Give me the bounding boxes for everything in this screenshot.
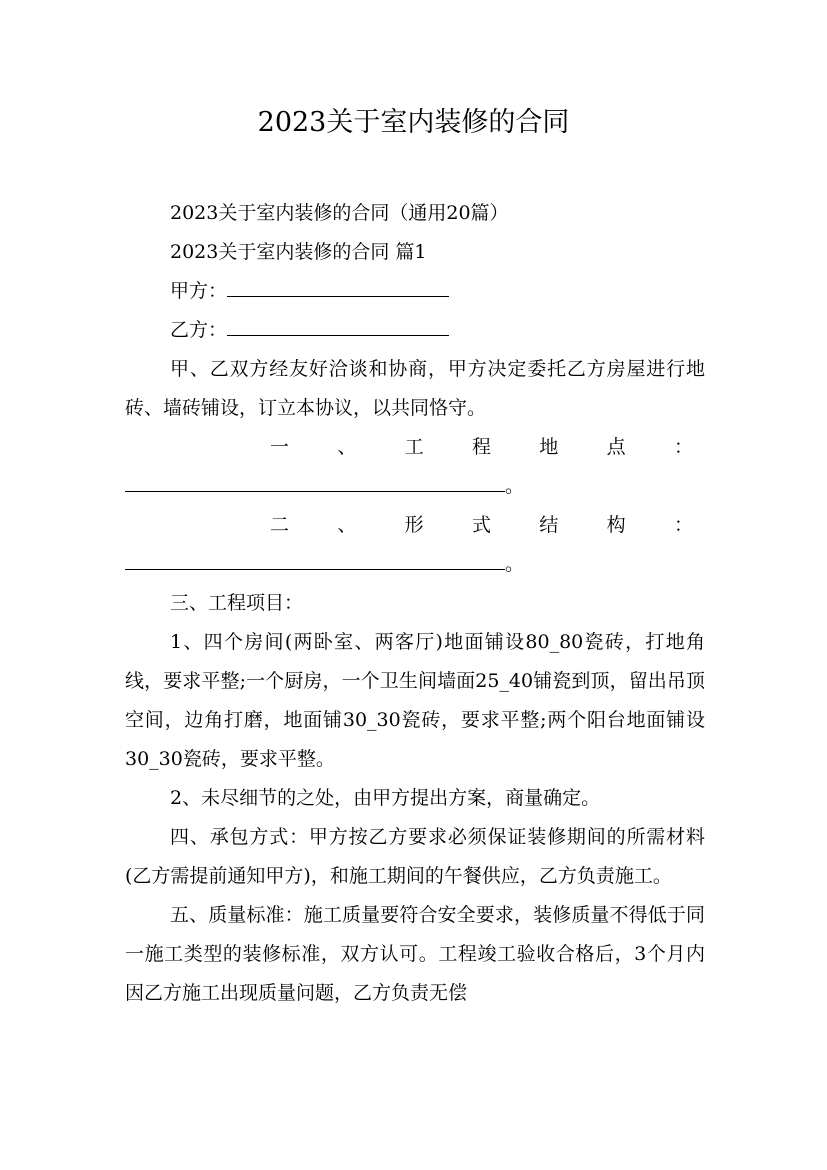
- item4-paragraph: 四、承包方式：甲方按乙方要求必须保证装修期间的所需材料(乙方需提前通知甲方)，和施工期间的午餐供应，乙方负责施工。: [125, 826, 705, 887]
- item2-blank-end: 。: [505, 553, 525, 575]
- item1-char: 一: [270, 436, 290, 458]
- party-a-blank: [227, 295, 449, 297]
- item1-char: ：: [673, 436, 693, 458]
- item1-blank: [125, 490, 505, 492]
- item2-blank: [125, 568, 505, 570]
- item3-2-paragraph: 2、未尽细节的之处，由甲方提出方案，商量确定。: [170, 787, 601, 809]
- party-a-label: 甲方：: [170, 280, 228, 302]
- item1-heading: [125, 428, 705, 467]
- item2-heading: [125, 506, 705, 545]
- document-body: [125, 194, 705, 1013]
- item1-char: 地: [539, 436, 559, 458]
- item3-1-paragraph: 1、四个房间(两卧室、两客厅)地面铺设80_80瓷砖，打地角线，要求平整;一个厨房，一个卫生间墙面25_40铺瓷到顶，留出吊顶空间，边角打磨，地面铺30_30瓷砖，要求平整;两个阳台地面铺设30_30瓷砖，要求平整。: [125, 631, 705, 770]
- document-subtitle: 2023关于室内装修的合同（通用20篇）: [170, 202, 509, 224]
- item2-char: 式: [471, 514, 491, 536]
- item2-char: 、: [337, 514, 357, 536]
- item1-char: 点: [606, 436, 626, 458]
- item2-char: 二: [270, 514, 290, 536]
- item1-char: 、: [337, 436, 357, 458]
- document-title: 2023关于室内装修的合同: [257, 107, 570, 138]
- party-a-line: [125, 272, 705, 311]
- item1-blank-end: 。: [505, 475, 525, 497]
- party-b-line: [125, 311, 705, 350]
- intro-paragraph: 甲、乙双方经友好洽谈和协商，甲方决定委托乙方房屋进行地砖、墙砖铺设，订立本协议，以共同恪守。: [125, 358, 705, 419]
- item5-paragraph: 五、质量标准：施工质量要符合安全要求，装修质量不得低于同一施工类型的装修标准，双方认可。工程竣工验收合格后，3个月内因乙方施工出现质量问题，乙方负责无偿: [125, 904, 705, 1004]
- item2-char: 结: [539, 514, 559, 536]
- party-b-label: 乙方：: [170, 319, 228, 341]
- item1-char: 工: [404, 436, 424, 458]
- item2-char: ：: [673, 514, 693, 536]
- item3-heading: 三、工程项目：: [170, 592, 304, 614]
- item2-char: 形: [404, 514, 424, 536]
- item2-char: 构: [606, 514, 626, 536]
- party-b-blank: [227, 334, 449, 336]
- item2-blank-line: [125, 545, 705, 584]
- item1-blank-line: [125, 467, 705, 506]
- section-heading: 2023关于室内装修的合同 篇1: [170, 241, 427, 263]
- item1-char: 程: [471, 436, 491, 458]
